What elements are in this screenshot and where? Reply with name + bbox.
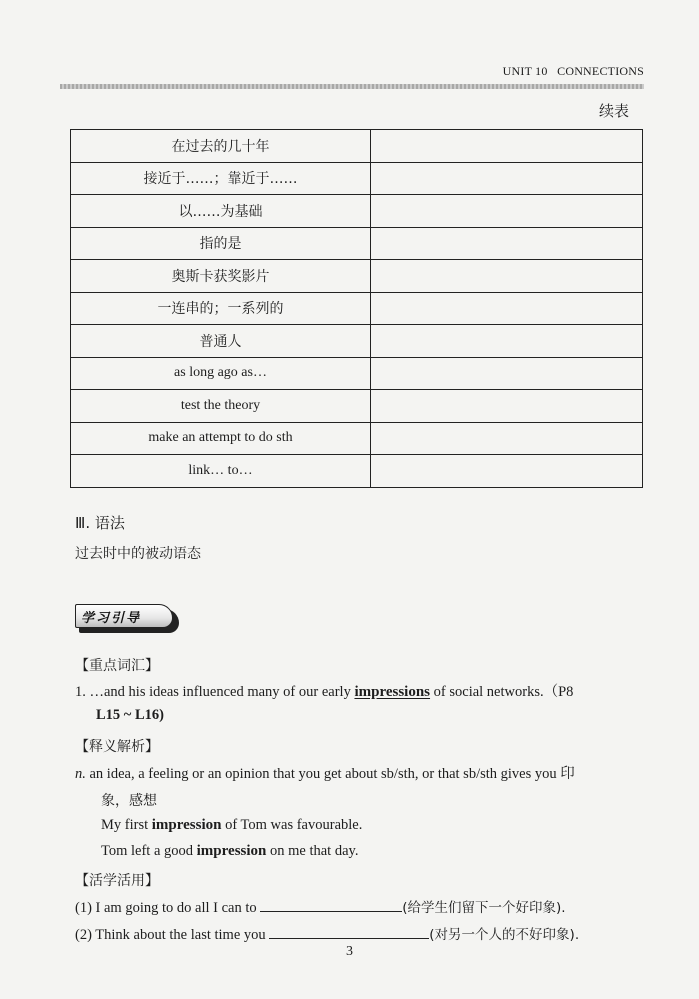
example-2-keyword: impression: [196, 843, 267, 859]
example-1-after: of Tom was favourable.: [225, 817, 363, 833]
continued-label: 续表: [598, 102, 629, 120]
key-vocab-prefix: 1. …and his ideas influenced many of our early: [75, 684, 351, 700]
key-vocab-label: 【重点词汇】: [75, 658, 159, 674]
table-cell-phrase: as long ago as…: [71, 357, 371, 390]
answer-blank-2[interactable]: [269, 926, 429, 939]
example-2-before: Tom left a good: [101, 843, 194, 859]
banner-text: 学习引导: [81, 611, 142, 626]
table-cell-phrase: 奥斯卡获奖影片: [71, 260, 371, 293]
key-vocab-item: [75, 680, 573, 701]
question-1-hint: (给学生们留下一个好印象).: [402, 900, 566, 916]
table-cell-phrase: test the theory: [71, 390, 371, 423]
answer-blank-1[interactable]: [260, 899, 402, 912]
example-sentence-2: [101, 843, 358, 860]
question-1-text: I am going to do all I can to: [95, 900, 257, 916]
question-2-hint: (对另一个人的不好印象).: [429, 927, 580, 943]
table-cell-phrase: 以……为基础: [71, 195, 371, 228]
vocab-table: [70, 129, 643, 488]
table-cell-answer[interactable]: [371, 195, 643, 228]
table-cell-answer[interactable]: [371, 162, 643, 195]
definition-text-1: an idea, a feeling or an opinion that you get about sb/sth, or that sb/sth gives you 印: [89, 766, 575, 782]
part-of-speech: n.: [75, 766, 86, 782]
header-unit: UNIT 10: [502, 64, 548, 78]
table-row: [71, 195, 643, 228]
definition-line-1: [75, 762, 575, 783]
header-text: [503, 64, 644, 79]
table-row: [71, 260, 643, 293]
table-row: [71, 227, 643, 260]
table-row: [71, 422, 643, 455]
definition-label: 【释义解析】: [75, 739, 159, 755]
table-row: [71, 390, 643, 423]
example-sentence-1: [101, 817, 362, 834]
table-cell-answer[interactable]: [371, 422, 643, 455]
table-cell-phrase: 指的是: [71, 227, 371, 260]
table-row: [71, 162, 643, 195]
table-cell-phrase: 在过去的几十年: [71, 130, 371, 163]
study-guide-banner: [75, 604, 179, 634]
grammar-topic: 过去时中的被动语态: [75, 546, 201, 562]
example-2-after: on me that day.: [270, 843, 359, 859]
table-row: [71, 357, 643, 390]
table-cell-phrase: 一连串的；一系列的: [71, 292, 371, 325]
table-row: [71, 325, 643, 358]
table-cell-answer[interactable]: [371, 227, 643, 260]
practice-question-2: [75, 923, 579, 944]
table-cell-phrase: make an attempt to do sth: [71, 422, 371, 455]
definition-line-2: 象，感想: [101, 793, 157, 809]
table-cell-answer[interactable]: [371, 292, 643, 325]
question-2-number: (2): [75, 927, 92, 943]
table-cell-phrase: link… to…: [71, 455, 371, 488]
keyword-impressions: impressions: [354, 684, 431, 700]
table-cell-answer[interactable]: [371, 455, 643, 488]
table-cell-answer[interactable]: [371, 325, 643, 358]
header-title: CONNECTIONS: [557, 64, 644, 78]
table-cell-phrase: 普通人: [71, 325, 371, 358]
practice-label: 【活学活用】: [75, 873, 159, 889]
table-row: [71, 292, 643, 325]
key-vocab-suffix: of social networks.（P8: [433, 684, 574, 700]
table-row: [71, 455, 643, 488]
question-1-number: (1): [75, 900, 92, 916]
key-vocab-ref: L15 ~ L16): [96, 707, 164, 723]
table-cell-answer[interactable]: [371, 357, 643, 390]
example-1-before: My first: [101, 817, 149, 833]
table-cell-answer[interactable]: [371, 390, 643, 423]
question-2-text: Think about the last time you: [95, 927, 266, 943]
running-header: [60, 64, 644, 94]
practice-question-1: [75, 896, 566, 917]
page-number: 3: [346, 944, 353, 959]
header-rule: [60, 84, 644, 89]
table-cell-answer[interactable]: [371, 130, 643, 163]
table-cell-phrase: 接近于……；靠近于……: [71, 162, 371, 195]
grammar-heading: Ⅲ. 语法: [75, 514, 125, 532]
example-1-keyword: impression: [151, 817, 222, 833]
table-row: [71, 130, 643, 163]
table-cell-answer[interactable]: [371, 260, 643, 293]
